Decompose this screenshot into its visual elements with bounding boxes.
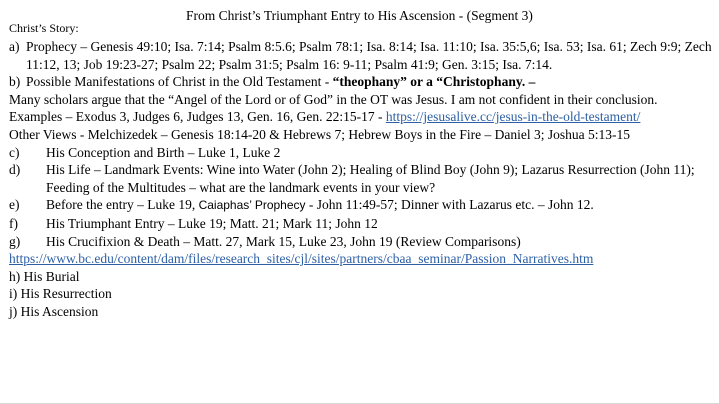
list-marker: d) [9, 162, 21, 178]
list-item-text-before: Before the entry – Luke 19, [46, 197, 199, 213]
list-item-d [9, 161, 714, 196]
list-marker: g) [9, 233, 21, 249]
list-item-g [9, 233, 714, 251]
list-marker: e) [9, 197, 20, 213]
list-item-a [9, 38, 714, 73]
scholars-paragraph [9, 91, 714, 126]
list-item-b [9, 73, 714, 91]
list-item-i: i) His Resurrection [9, 286, 112, 302]
list-item-text-plain: Possible Manifestations of Christ in the Old Testament - [26, 74, 333, 90]
list-marker: b) [9, 74, 21, 90]
list-item-text-bold: “theophany” or a “Christophany. – [332, 74, 536, 90]
slide-title: From Christ’s Triumphant Entry to His Ascension - (Segment 3) [186, 8, 533, 23]
jesusalive-link[interactable]: https://jesusalive.cc/jesus-in-the-old-testament/ [385, 109, 641, 125]
list-item-text: His Life – Landmark Events: Wine into Water (John 2); Healing of Blind Boy (John 9); Lazarus Resurrection (John 11); Feeding of the Multitudes – what are the landmark events in your view? [46, 162, 695, 195]
list-item-text: Prophecy – Genesis 49:10; Isa. 7:14; Psalm 8:5.6; Psalm 78:1; Isa. 8:14; Isa. 11:10; Isa. 35:5,6; Isa. 53; Isa. 61; Zech 9:9; Zech 11:12, 13; Job 19:23-27; Psalm 22; Psalm 31:5; Psalm 16: 9-11; Psalm 41:9; Gen. 3:15; Isa. 7:14. [26, 39, 712, 72]
list-item-f [9, 215, 714, 233]
list-item-j: j) His Ascension [9, 303, 99, 319]
list-item-text: His Triumphant Entry – Luke 19; Matt. 21; Mark 11; John 12 [46, 215, 378, 231]
list-item-c [9, 144, 714, 162]
list-item-text-sans: Caiaphas’ Prophecy [198, 198, 306, 213]
list-item-text [46, 196, 714, 215]
list-item-text-after: - John 11:49-57; Dinner with Lazarus etc. – John 12. [305, 197, 594, 213]
list-marker: a) [9, 39, 20, 54]
slide-body [9, 38, 714, 321]
list-marker: f) [9, 215, 18, 231]
other-views-paragraph: Other Views - Melchizedek – Genesis 18:14-20 & Hebrews 7; Hebrew Boys in the Fire – Daniel 3; Joshua 5:13-15 [9, 126, 630, 142]
list-item-h: h) His Burial [9, 268, 80, 284]
list-item-text: His Conception and Birth – Luke 1, Luke 2 [46, 144, 281, 160]
list-marker: c) [9, 144, 20, 160]
passion-narratives-link[interactable]: https://www.bc.edu/content/dam/files/research_sites/cjl/sites/partners/cbaa_seminar/Passion_Narratives.htm [9, 251, 594, 267]
section-label: Christ’s Story: [9, 21, 79, 35]
list-item-text: His Crucifixion & Death – Matt. 27, Mark 15, Luke 23, John 19 (Review Comparisons) [46, 233, 521, 249]
list-item-text [26, 73, 714, 91]
list-item-e [9, 196, 714, 215]
scholars-text: Many scholars argue that the “Angel of the Lord or of God” in the OT was Jesus. I am not confident in their conclusion. Examples – Exodus 3, Judges 6, Judges 13, Gen. 16, Gen. 22:15-17 - [9, 91, 658, 125]
passion-narratives-line [9, 250, 714, 268]
